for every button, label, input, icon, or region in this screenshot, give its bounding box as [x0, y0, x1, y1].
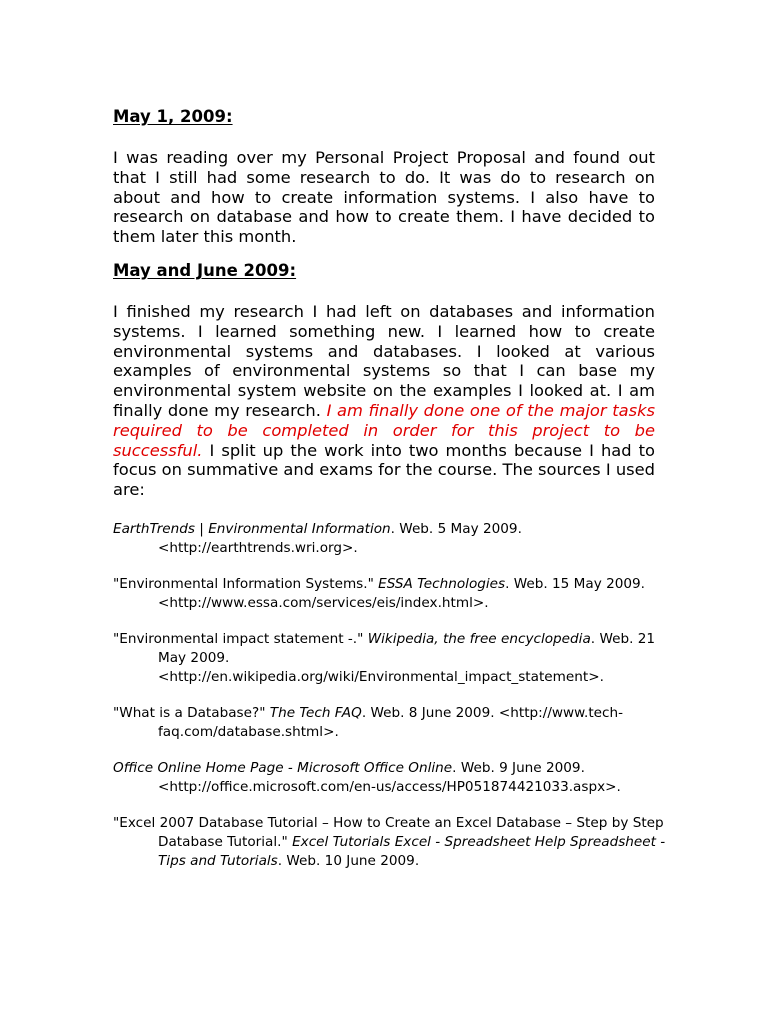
reference-entry	[113, 704, 673, 742]
body-text-after: I split up the work into two months because I had to focus on summative and exams for the course. The sources I used are:	[113, 440, 655, 500]
reference-prefix: "What is a Database?"	[113, 705, 270, 721]
reference-title: Excel Tutorials Excel - Spreadsheet Help Spreadsheet - Tips and Tutorials	[158, 834, 666, 869]
reference-entry	[113, 575, 673, 613]
reference-suffix: . Web. 5 May 2009. <http://earthtrends.wri.org>.	[158, 521, 522, 556]
reference-prefix: "Excel 2007 Database Tutorial – How to Create an Excel Database – Step by Step Database Tutorial."	[113, 815, 664, 850]
section-heading-may-1: May 1, 2009:	[113, 107, 233, 126]
reference-suffix: . Web. 8 June 2009. <http://www.tech-faq.com/database.shtml>.	[158, 705, 624, 740]
reference-entry	[113, 759, 673, 797]
reference-title: ESSA Technologies	[378, 576, 506, 592]
reference-entry	[113, 520, 673, 558]
section-body-may-1: I was reading over my Personal Project Proposal and found out that I still had some research to do. It was do to research on about and how to create information systems. I also have to research on database and how to create them. I have decided to them later this month.	[113, 148, 655, 247]
reference-prefix: "Environmental Information Systems."	[113, 576, 379, 592]
reference-title: Office Online Home Page - Microsoft Office Online	[113, 760, 453, 776]
reference-suffix: . Web. 21 May 2009. <http://en.wikipedia.org/wiki/Environmental_impact_statement>.	[158, 631, 656, 685]
reference-title: The Tech FAQ	[269, 705, 362, 721]
body-text-before: I finished my research I had left on databases and information systems. I learned something new. I learned how to create environmental systems and databases. I looked at various examples of environmental systems so that I can base my environmental system website on the examples I looked at. I am finally done my research.	[113, 302, 655, 420]
highlighted-text: I am finally done one of the major tasks required to be completed in order for this project to be successful.	[113, 400, 655, 460]
reference-suffix: . Web. 10 June 2009.	[277, 853, 420, 869]
reference-suffix: . Web. 15 May 2009. <http://www.essa.com/services/eis/index.html>.	[158, 576, 645, 611]
section-heading-may-june: May and June 2009:	[113, 261, 297, 280]
reference-entry	[113, 630, 673, 687]
section-body-may-june	[113, 302, 655, 500]
works-cited-list	[113, 520, 673, 888]
reference-title: EarthTrends | Environmental Information	[113, 521, 391, 537]
reference-title: Wikipedia, the free encyclopedia	[367, 631, 591, 647]
reference-entry	[113, 814, 673, 871]
reference-suffix: . Web. 9 June 2009. <http://office.microsoft.com/en-us/access/HP051874421033.aspx>.	[158, 760, 621, 795]
reference-prefix: "Environmental impact statement -."	[113, 631, 368, 647]
